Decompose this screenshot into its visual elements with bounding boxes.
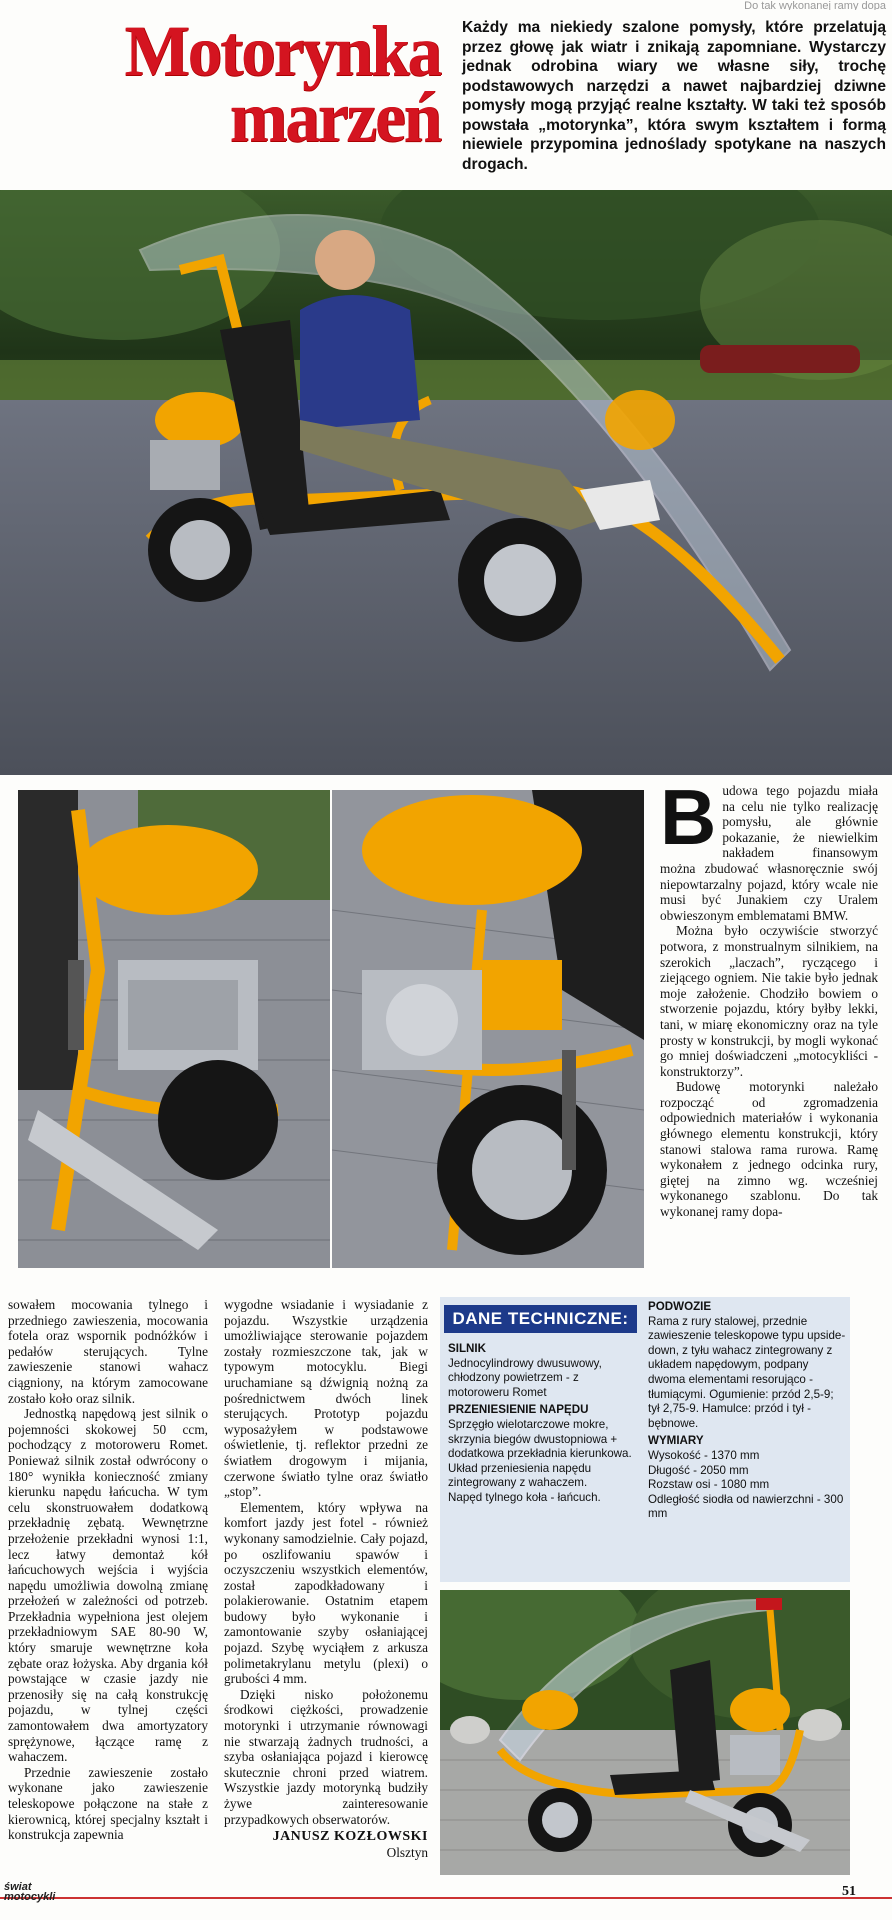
- tech-specs-column-b: [648, 1297, 846, 1522]
- logo-line-1: świat: [4, 1881, 32, 1893]
- spec-length: Długość - 2050 mm: [648, 1463, 749, 1477]
- logo-line-2: motocykli: [4, 1891, 56, 1903]
- tech-specs-box: [440, 1297, 850, 1582]
- article-title: [40, 10, 440, 157]
- engine-photo-right: [332, 790, 644, 1268]
- running-head: Do tak wykonanej ramy dopa: [744, 0, 886, 10]
- drop-cap: B: [660, 783, 717, 861]
- engine-photo-left: [18, 790, 330, 1268]
- spec-drivetrain-2: Układ przeniesienia napędu zintegrowany z wahaczem.: [448, 1461, 592, 1490]
- spec-heading-drivetrain: PRZENIESIENIE NAPĘDU: [448, 1403, 589, 1417]
- spec-seat-height: Odległość siodła od nawierzchni - 300 mm: [648, 1492, 844, 1521]
- tech-specs-column-a: [448, 1339, 640, 1506]
- author-city: Olsztyn: [386, 1844, 428, 1860]
- paragraph-controls: wygodne wsiadanie i wysiadanie z pojazdu. Wszystkie urządzenia umożliwiające sterowanie pojazdem zostały rozmieszczone tak, jak w typowym motocyklu. Biegi uruchamiane są dźwignią nożną za pośrednictwem dwóch linek sterujących. Prototyp pojazdu wyposażyłem w podstawowe oświetlenie, tj. reflektor przedni ze światłem drogowym i mijania, czerwone światło tylne oraz światło „stop”.: [224, 1297, 428, 1500]
- paragraph-frame: Budowę motorynki należało rozpocząć od zgromadzenia odpowiednich materiałów i wykonania głównego elementu konstrukcji, który stanowi stalowa rama rurowa. Ramę wykonałem z jednego odcinka rury, giętej na zimno wg. wcześniej wykonanego szablonu. Do tak wykonanej ramy dopa-: [660, 1079, 878, 1220]
- title-line-1: Motorynka: [124, 10, 440, 91]
- spec-heading-chassis: PODWOZIE: [648, 1300, 712, 1313]
- tech-specs-title: DANE TECHNICZNE:: [444, 1305, 637, 1333]
- article-column-1: [8, 1297, 208, 1887]
- spec-chassis: Rama z rury stalowej, przednie zawieszenie teleskopowe typu upside-down, z tyłu wahacz zintegrowany z układem napędowym, podpany dwoma elementami resorująco - tłumiącymi. Ogumienie: przód 2,5-9; tył 2,75-9. Hamulce: przód i tył - bębnowe.: [648, 1314, 846, 1430]
- spec-heading-dimensions: WYMIARY: [648, 1434, 704, 1448]
- paragraph-design: Można było oczywiście stworzyć potwora, z monstrualnym silnikiem, na szerokich „laczach”, ryczącego i ziejącego ogniem. Nie takie było jednak moje założenie. Chodziło bowiem o stworzenie pojazdu, który byłby lekki, tani, w miarę ekonomiczny oraz na tyle prosty w konstrukcji, by mogli wykonać go mniej doświadczeni „motocykliści - konstruktorzy”.: [660, 923, 878, 1079]
- vehicle-side-photo: [440, 1590, 850, 1875]
- spec-height: Wysokość - 1370 mm: [648, 1448, 760, 1462]
- author-name: JANUSZ KOZŁOWSKI: [272, 1829, 428, 1845]
- spec-heading-engine: SILNIK: [448, 1342, 487, 1355]
- article-lead: Każdy ma niekiedy szalone pomysły, które przelatują przez głowę jak wiatr i znikają zapomniane. Wystarczy jednak odrobina wiary we własne siły, trochę podstawowych narzędzi a nawet najbardziej dziwne pomysły mogą przyjąć realne kształty. W taki też sposób powstała „motorynka”, która swym kształtem i formą niewiele przypomina jednoślady spotykane na naszych drogach.: [462, 19, 886, 173]
- spec-drivetrain-1: Sprzęgło wielotarczowe mokre, skrzynia biegów dwustopniowa + dodatkowa przekładnia kierunkowa.: [448, 1417, 632, 1461]
- spec-engine: Jednocylindrowy dwusuwowy, chłodzony powietrzem - z motoroweru Romet: [448, 1356, 602, 1399]
- paragraph-summary: Dzięki nisko położonemu środkowi ciężkości, prowadzenie motorynki i utrzymanie równowagi nie stwarzają żadnych trudności, a szyba osłaniająca pojazd i kierowcę skutecznie chroni przed wiatrem. Wszystkie jazdy motorynką budziły żywe zainteresowanie przypadkowych obserwatorów.: [224, 1686, 428, 1827]
- magazine-logo: [4, 1882, 74, 1902]
- page-number: 51: [842, 1884, 856, 1899]
- spec-wheelbase: Rozstaw osi - 1080 mm: [648, 1478, 770, 1492]
- paragraph-suspension: sowałem mocowania tylnego i przedniego zawieszenia, mocowania fotela oraz wspornik podnóżków i pedałów sterujących. Tylne zawieszenie stanowi wahacz ciągniony, na którym zamocowane zostało koło oraz silnik.: [8, 1297, 208, 1406]
- article-column-intro: [660, 783, 878, 1269]
- main-photo-rider: [0, 190, 892, 775]
- paragraph-seat: Elementem, który wpływa na komfort jazdy jest fotel - również wykonany samodzielnie. Cały pojazd, po oszlifowaniu spawów i oczyszczeniu wszystkich elementów, został zapodkładowany i polakierowanie. Ostatnim etapem budowy było wykonanie i zamontowanie szyby osłaniającej pojazd. Szybę wyciąłem z arkusza polimetakrylanu metylu (plexi) o grubości 4 mm.: [224, 1499, 428, 1687]
- intro-paragraph: [660, 783, 878, 923]
- paragraph-front-suspension: Przednie zawieszenie zostało wykonane jako zawieszenie teleskopowe połączone na stałe z kierownicą, której specjalny kształt i konstrukcja zapewnia: [8, 1764, 208, 1843]
- footer-rule: [0, 1897, 892, 1899]
- title-line-2: marzeń: [229, 76, 440, 157]
- paragraph-engine: Jednostką napędową jest silnik o pojemności skokowej 50 ccm, pochodzący z motoroweru Romet. Ponieważ silnik został odwrócony o 180° wynikła konieczność zmiany kierunku napędu łańcucha. W tym celu skonstruowałem dodatkową przekładnię zębatą. Wewnętrzne przełożenie przekładni wynosi 1:1, lecz łatwy demontaż kół łańcuchowych wejścia i wyjścia napędu umożliwia dowolną zmianę przełożeń w zależności od potrzeb. Przekładnia wypełniona jest olejem przekładniowym SAE 80-90 W, który smaruje wewnętrzne koła zębate oraz łożyska. Aby drgania kół powstające w czasie jazdy nie przenosiły się na całą konstrukcję pojazdu, w tylnej części zamontowałem dwa amortyzatory sprężynowe, łączące ramę z wahaczem.: [8, 1406, 208, 1765]
- article-column-2: [224, 1297, 428, 1887]
- spec-drivetrain-3: Napęd tylnego koła - łańcuch.: [448, 1490, 601, 1504]
- intro-text: udowa tego pojazdu miała na celu nie tylko realizację pomysłu, ale głównie pokazanie, że niewielkim nakładem finansowym można zbudować własnoręcznie swój niepowtarzalny pojazd, który wcale nie musi być Junakiem czy Uralem obwieszonym emblematami BMW.: [660, 783, 878, 923]
